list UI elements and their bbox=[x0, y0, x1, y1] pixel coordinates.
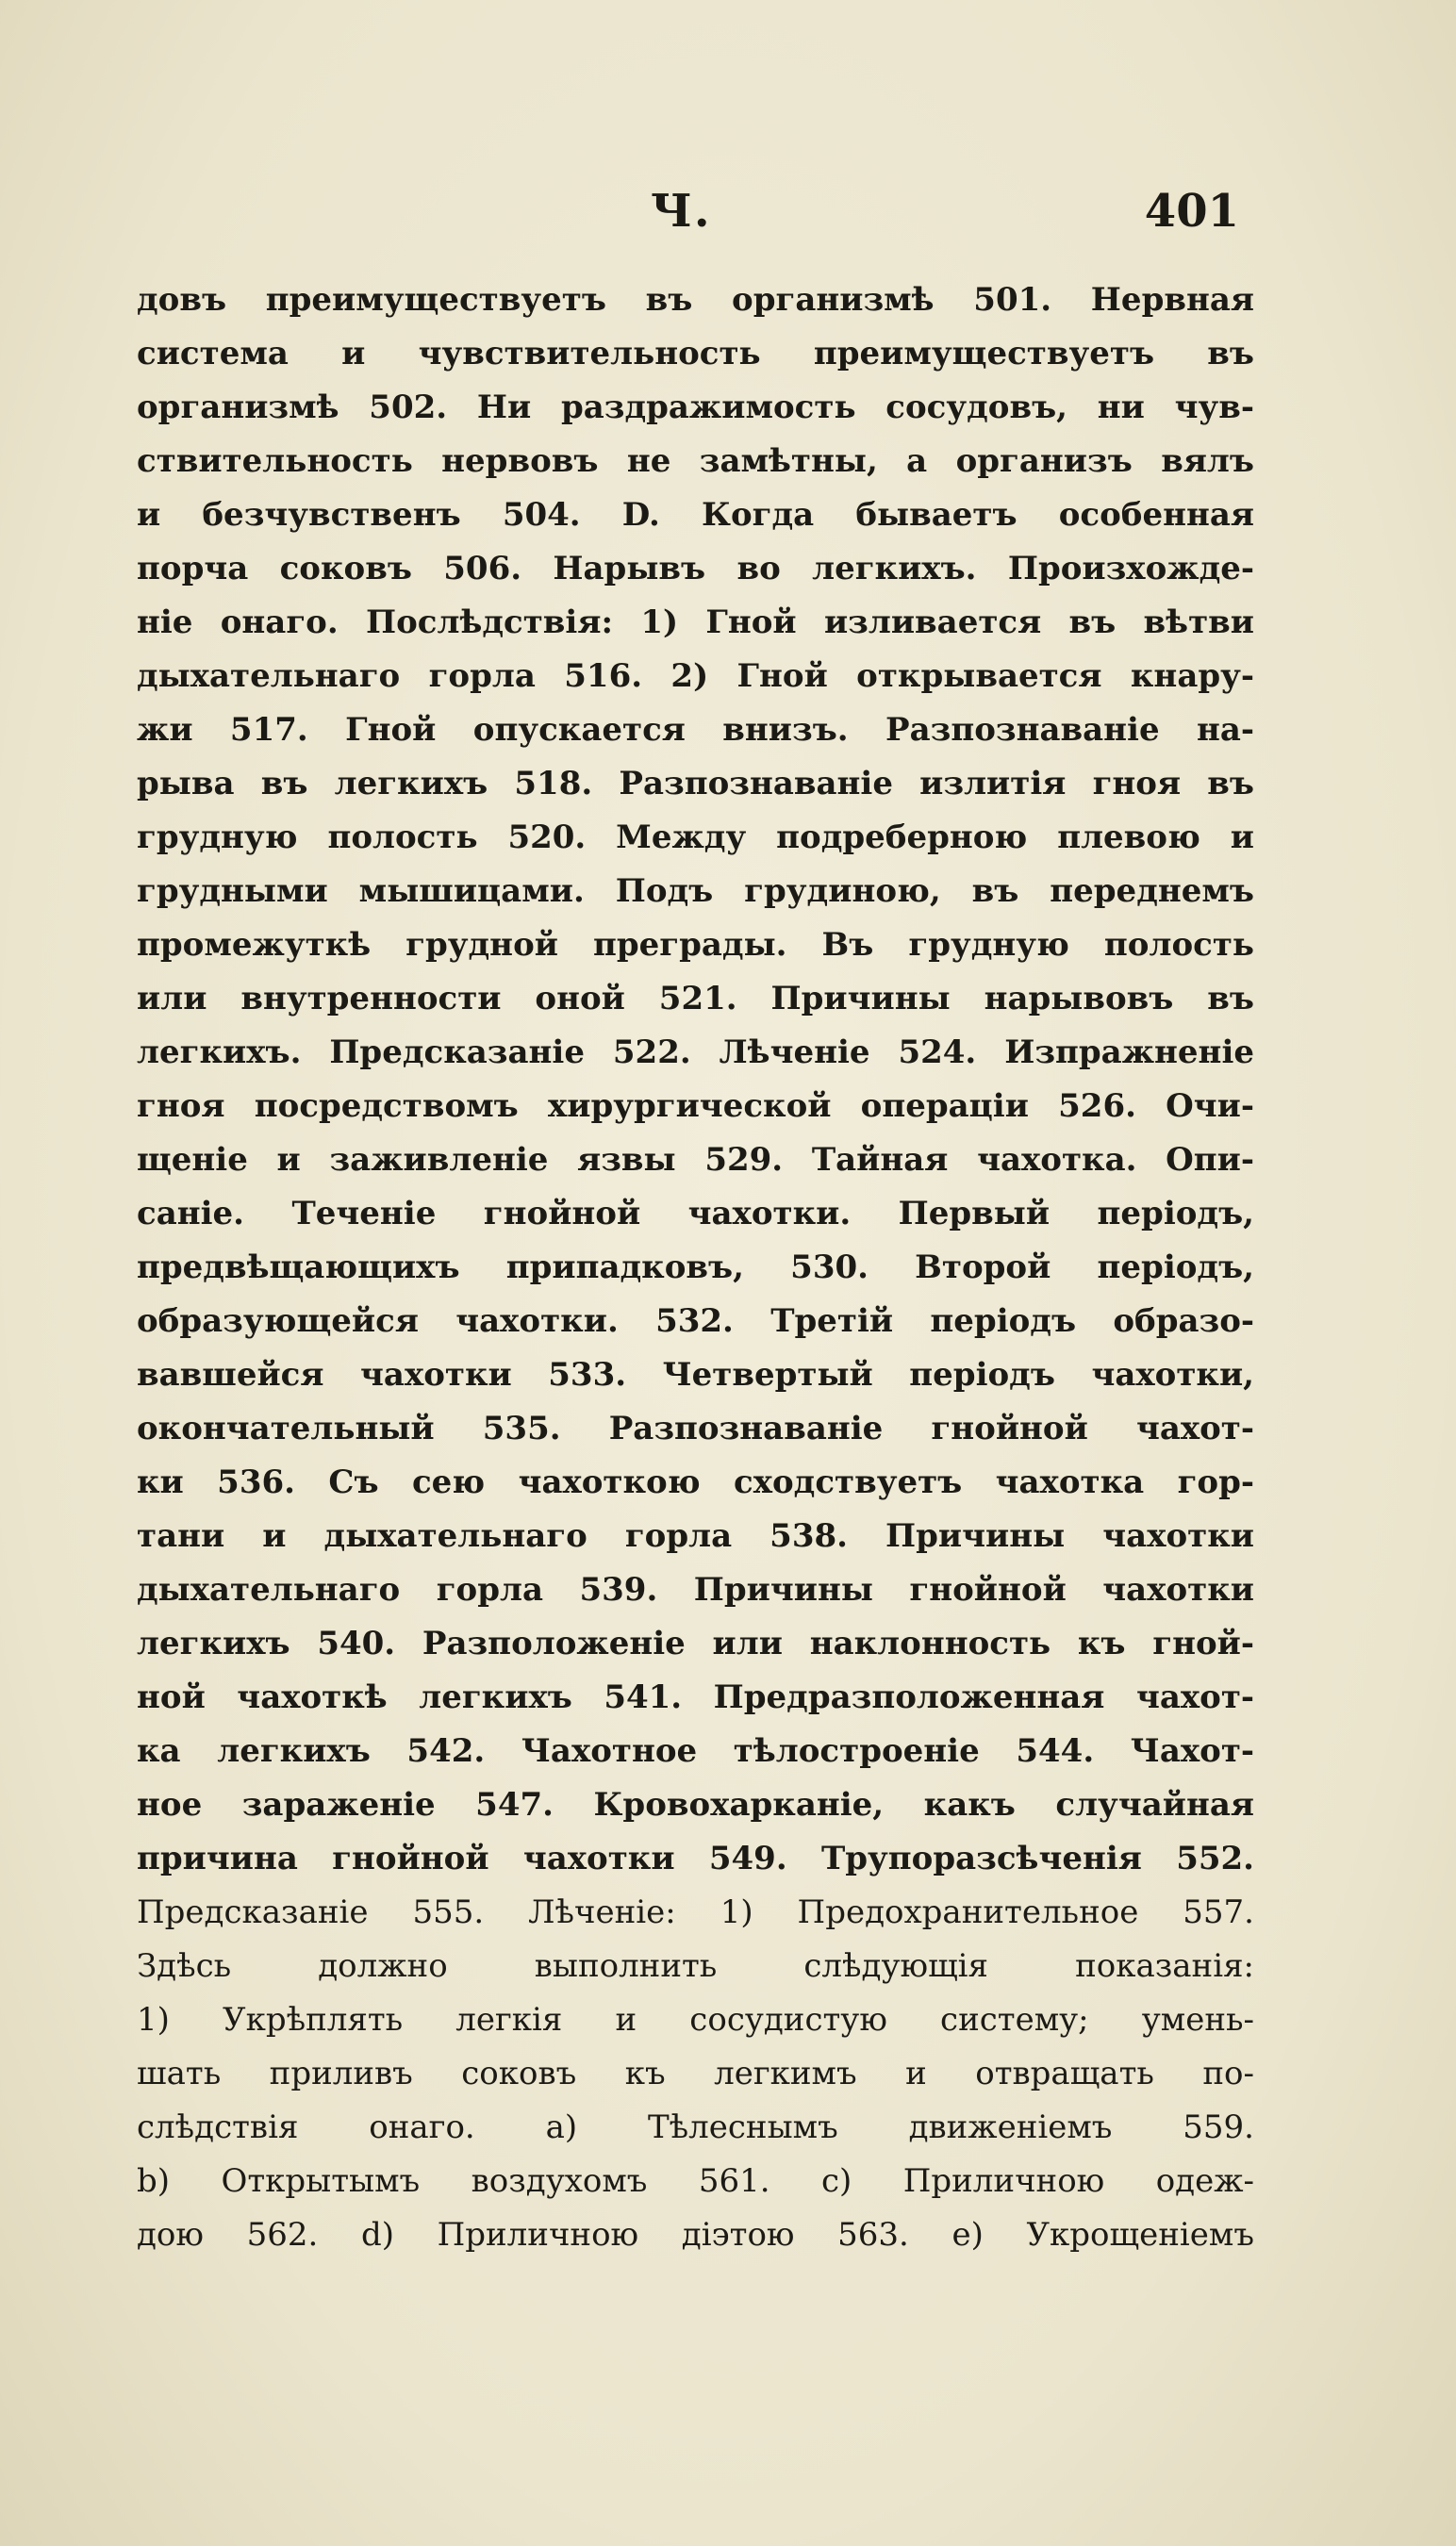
text-line: организмѣ 502. Ни раздражимость сосудовъ, ни чув- bbox=[137, 389, 1254, 426]
page-number: 401 bbox=[1144, 185, 1239, 238]
text-line: грудными мышицами. Подъ грудиною, въ переднемъ bbox=[137, 872, 1254, 910]
text-line: ное зараженіе 547. Кровохарканіе, какъ случайная bbox=[137, 1786, 1254, 1824]
text-line: порча соковъ 506. Нарывъ во легкихъ. Произхожде- bbox=[137, 550, 1254, 587]
text-line: образующейся чахотки. 532. Третій періодъ образо- bbox=[137, 1302, 1254, 1340]
text-line: b) Открытымъ воздухомъ 561. c) Приличною одеж- bbox=[137, 2162, 1254, 2200]
text-line: система и чувствительность преимуществуетъ въ bbox=[137, 335, 1254, 372]
text-line: дыхательнаго горла 539. Причины гнойной чахотки bbox=[137, 1571, 1254, 1609]
page-header bbox=[0, 185, 1456, 251]
text-line: гноя посредствомъ хирургической операціи 526. Очи- bbox=[137, 1087, 1254, 1125]
text-line: промежуткѣ грудной преграды. Въ грудную полость bbox=[137, 926, 1254, 964]
text-line: грудную полость 520. Между подреберною плевою и bbox=[137, 818, 1254, 856]
text-line: тани и дыхательнаго горла 538. Причины чахотки bbox=[137, 1517, 1254, 1555]
text-line: Предсказаніе 555. Лѣченіе: 1) Предохранительное 557. bbox=[137, 1893, 1254, 1931]
text-line: дою 562. d) Приличною діэтою 563. e) Укрощеніемъ bbox=[137, 2216, 1254, 2254]
text-line: или внутренности оной 521. Причины нарывовъ въ bbox=[137, 980, 1254, 1017]
text-line: легкихъ 540. Разположеніе или наклонность къ гной- bbox=[137, 1625, 1254, 1662]
text-line: слѣдствія онаго. a) Тѣлеснымъ движеніемъ 559. bbox=[137, 2108, 1254, 2146]
text-line: ки 536. Съ сею чахоткою сходствуетъ чахотка гор- bbox=[137, 1463, 1254, 1501]
text-line: и безчувственъ 504. D. Когда бываетъ особенная bbox=[137, 496, 1254, 534]
text-line: ка легкихъ 542. Чахотное тѣлостроеніе 544. Чахот- bbox=[137, 1732, 1254, 1770]
page-body bbox=[137, 273, 1254, 2262]
text-line: ствительность нервовъ не замѣтны, а организъ вялъ bbox=[137, 442, 1254, 480]
text-line: окончательный 535. Разпознаваніе гнойной чахот- bbox=[137, 1410, 1254, 1447]
text-line: довъ преимуществуетъ въ организмѣ 501. Нервная bbox=[137, 281, 1254, 319]
text-line: причина гнойной чахотки 549. Трупоразсѣченія 552. bbox=[137, 1840, 1254, 1877]
signature-mark: Ч. bbox=[651, 185, 712, 238]
text-line: Здѣсь должно выполнить слѣдующія показанія: bbox=[137, 1947, 1254, 1985]
text-line: щеніе и заживленіе язвы 529. Тайная чахотка. Опи- bbox=[137, 1141, 1254, 1179]
text-line: предвѣщающихъ припадковъ, 530. Второй періодъ, bbox=[137, 1248, 1254, 1286]
text-line: рыва въ легкихъ 518. Разпознаваніе излитія гноя въ bbox=[137, 765, 1254, 802]
text-line: шать приливъ соковъ къ легкимъ и отвращать по- bbox=[137, 2055, 1254, 2092]
text-line: ной чахоткѣ легкихъ 541. Предразположенная чахот- bbox=[137, 1678, 1254, 1716]
text-line: вавшейся чахотки 533. Четвертый періодъ чахотки, bbox=[137, 1356, 1254, 1394]
text-line: ніе онаго. Послѣдствія: 1) Гной изливается въ вѣтви bbox=[137, 603, 1254, 641]
text-line: жи 517. Гной опускается внизъ. Разпознаваніе на- bbox=[137, 711, 1254, 749]
text-line: саніе. Теченіе гнойной чахотки. Первый періодъ, bbox=[137, 1195, 1254, 1232]
text-line: легкихъ. Предсказаніе 522. Лѣченіе 524. Изпражненіе bbox=[137, 1033, 1254, 1071]
text-line: 1) Укрѣплять легкія и сосудистую систему; умень- bbox=[137, 2001, 1254, 2039]
text-line: дыхательнаго горла 516. 2) Гной открывается кнару- bbox=[137, 657, 1254, 695]
